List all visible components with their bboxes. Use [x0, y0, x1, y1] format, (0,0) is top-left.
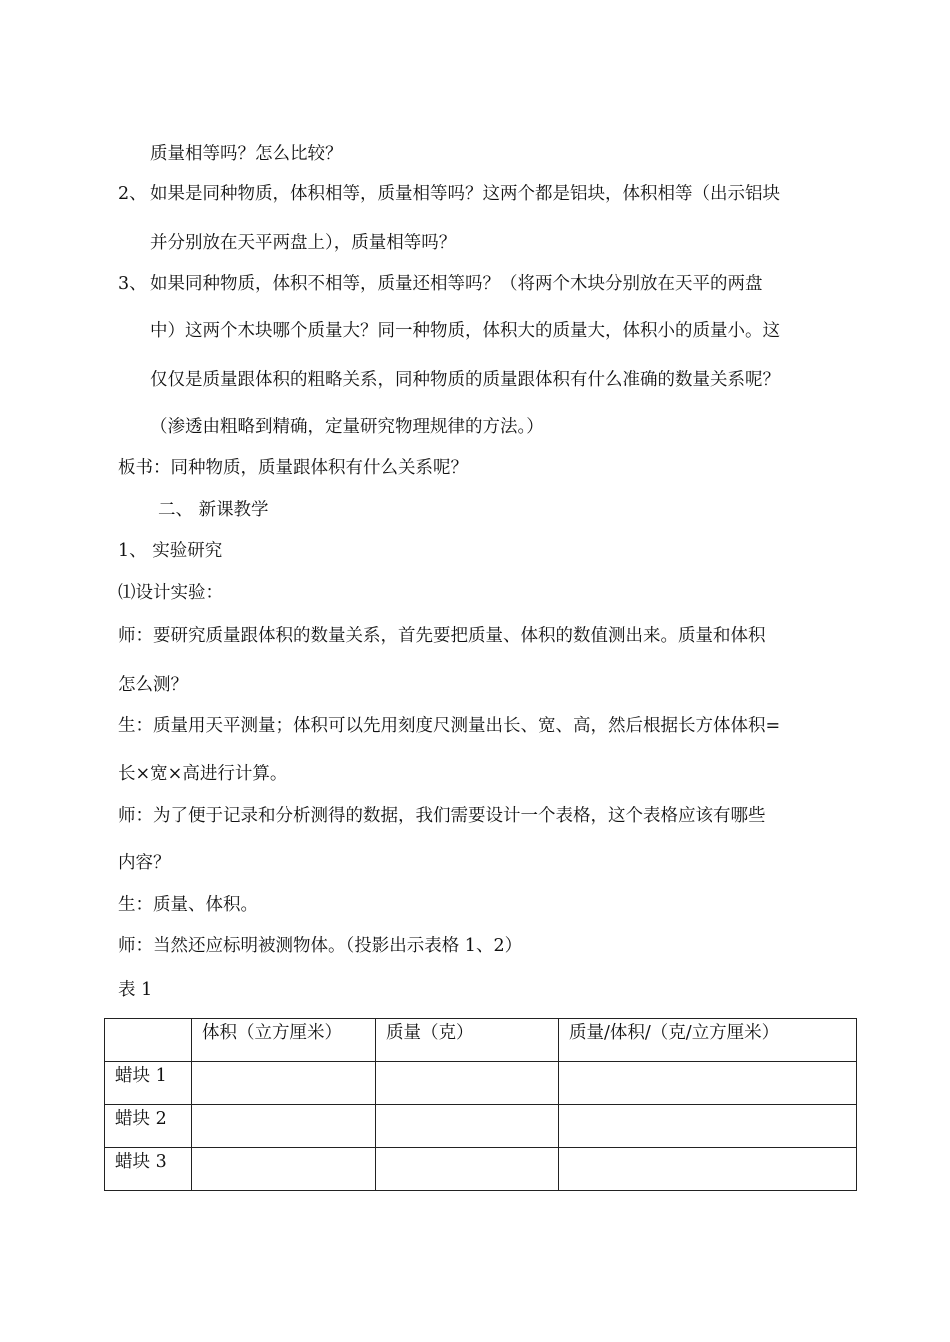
text-line: 如果同种物质，体积不相等，质量还相等吗？（将两个木块分别放在天平的两盘 — [150, 274, 763, 294]
subsection-heading: ⑴设计实验： — [118, 583, 223, 603]
dialogue-line: 师：当然还应标明被测物体。（投影出示表格 1、2） — [118, 936, 523, 956]
table-header-cell — [105, 1019, 192, 1062]
table-cell — [376, 1148, 559, 1191]
text-line: 如果是同种物质，体积相等，质量相等吗？这两个都是铝块，体积相等（出示铝块 — [150, 184, 780, 204]
text-line: 中）这两个木块哪个质量大？同一种物质，体积大的质量大，体积小的质量小。这 — [150, 321, 780, 341]
table-header-cell: 体积（立方厘米） — [192, 1019, 376, 1062]
table-cell — [192, 1148, 376, 1191]
table-cell: 蜡块 1 — [105, 1062, 192, 1105]
board-note: 板书：同种物质，质量跟体积有什么关系呢？ — [118, 458, 468, 478]
list-number: 2、 — [118, 184, 147, 204]
table-cell: 蜡块 3 — [105, 1148, 192, 1191]
table-header-cell: 质量/体积/（克/立方厘米） — [559, 1019, 857, 1062]
table-cell — [192, 1062, 376, 1105]
dialogue-line: 长×宽×高进行计算。 — [118, 764, 288, 784]
text-line: 质量相等吗？怎么比较？ — [150, 144, 343, 164]
table-row — [105, 1062, 857, 1105]
text-line: （渗透由粗略到精确，定量研究物理规律的方法。） — [150, 417, 544, 437]
table-cell — [376, 1105, 559, 1148]
table-cell — [559, 1105, 857, 1148]
dialogue-line: 师：为了便于记录和分析测得的数据，我们需要设计一个表格，这个表格应该有哪些 — [118, 806, 766, 826]
table-cell — [559, 1062, 857, 1105]
section-heading: 二、 新课教学 — [158, 500, 269, 520]
table-cell — [559, 1148, 857, 1191]
data-table — [104, 1018, 857, 1191]
subsection-heading: 1、 实验研究 — [118, 541, 223, 561]
table-cell — [192, 1105, 376, 1148]
table-cell — [376, 1062, 559, 1105]
table-header-row — [105, 1019, 857, 1062]
table-cell: 蜡块 2 — [105, 1105, 192, 1148]
dialogue-line: 生：质量用天平测量；体积可以先用刻度尺测量出长、宽、高，然后根据长方体体积= — [118, 716, 781, 736]
table-header-cell: 质量（克） — [376, 1019, 559, 1062]
table-row — [105, 1105, 857, 1148]
list-number: 3、 — [118, 274, 147, 294]
text-line: 并分别放在天平两盘上），质量相等吗？ — [150, 233, 457, 253]
dialogue-line: 怎么测？ — [118, 675, 188, 695]
table-row — [105, 1148, 857, 1191]
dialogue-line: 师：要研究质量跟体积的数量关系，首先要把质量、体积的数值测出来。质量和体积 — [118, 626, 766, 646]
table-caption: 表 1 — [118, 980, 153, 1000]
dialogue-line: 生：质量、体积。 — [118, 895, 258, 915]
dialogue-line: 内容？ — [118, 853, 171, 873]
text-line: 仅仅是质量跟体积的粗略关系，同种物质的质量跟体积有什么准确的数量关系呢？ — [150, 370, 780, 390]
